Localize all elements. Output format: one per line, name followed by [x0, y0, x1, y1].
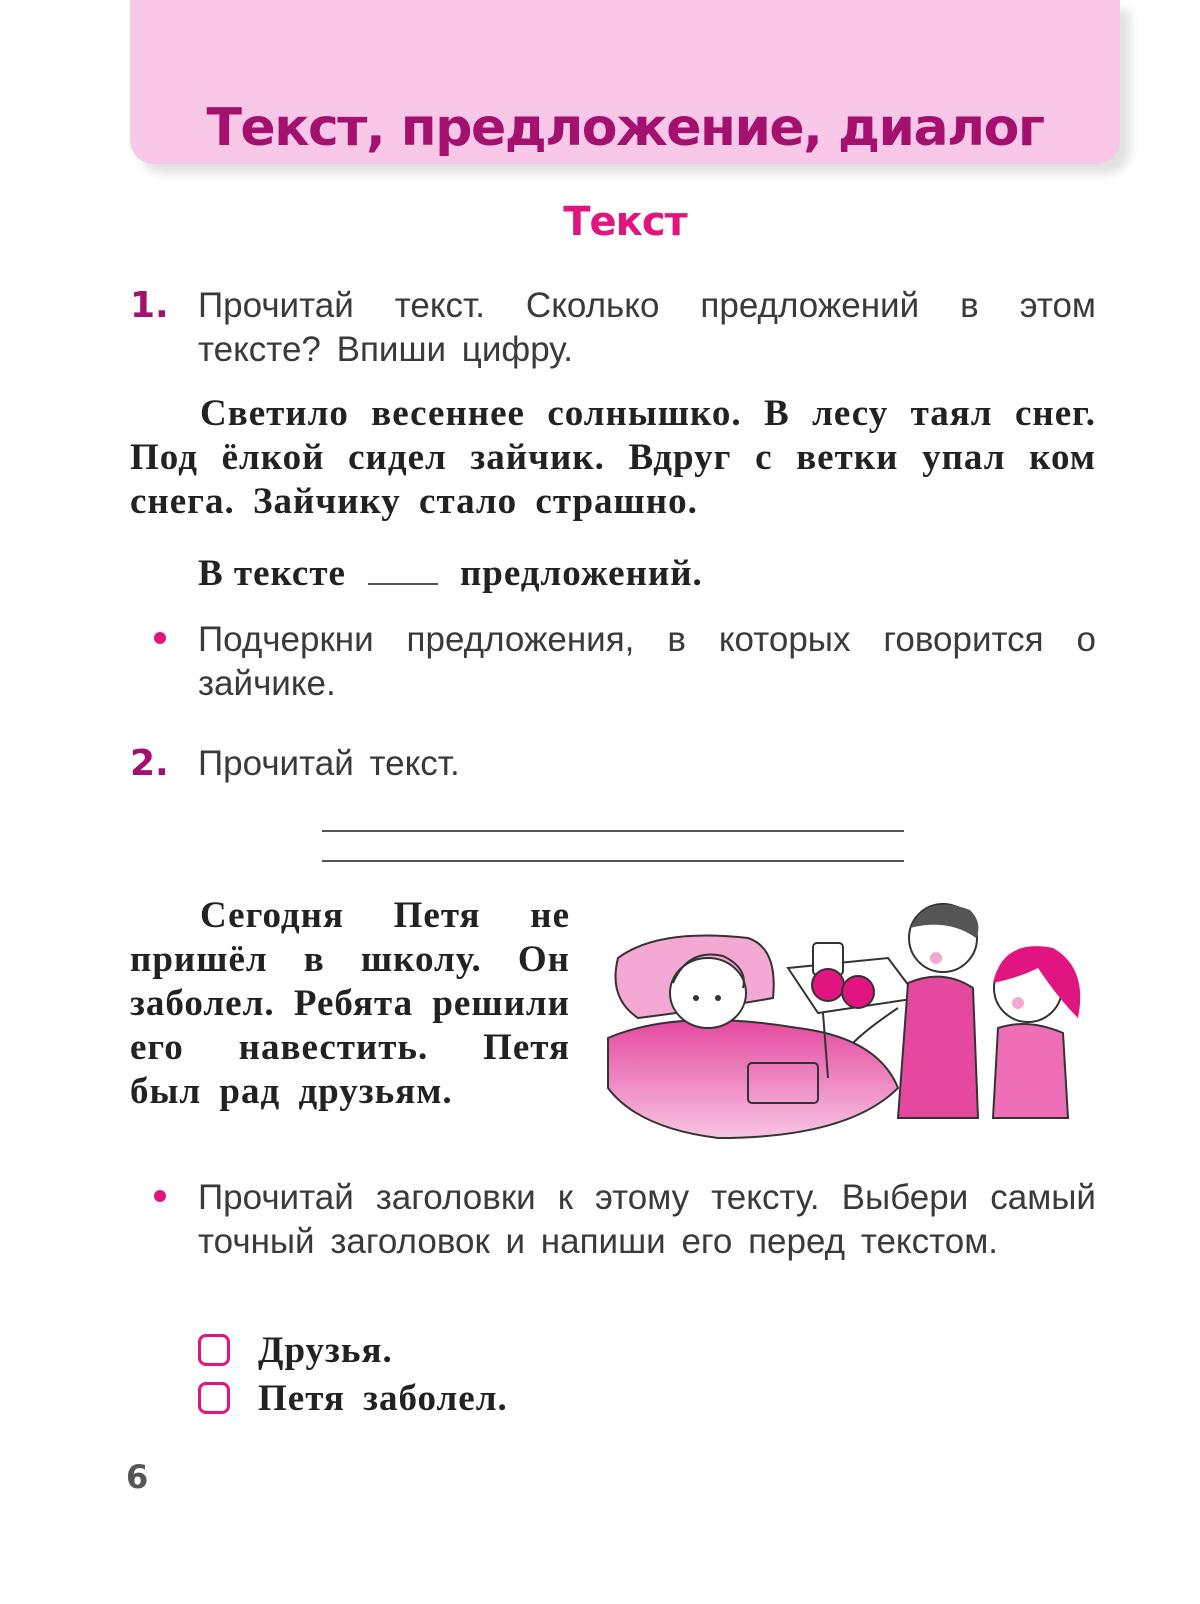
chapter-title: Текст, предложение, диалог: [206, 98, 1044, 158]
exercise-1-instruction: Прочитай текст. Сколько предложений в этом тексте? Впиши цифру.: [198, 286, 1096, 369]
exercise-1-reading-text: Светило весеннее солнышко. В лесу таял снег. Под ёлкой сидел зайчик. Вдруг с ветки упал ком снега. Зайчику стало страшно.: [130, 393, 1096, 522]
answer-suffix: предложений.: [459, 553, 703, 594]
cheek: [1012, 997, 1024, 1009]
title-option: [198, 1376, 508, 1420]
title-option: [198, 1328, 393, 1372]
title-write-line-2[interactable]: [322, 860, 904, 862]
answer-blank[interactable]: [368, 553, 438, 585]
exercise-1-answer-line: [198, 552, 703, 596]
title-write-line-1[interactable]: [322, 830, 904, 832]
visiting-boy-arm: [853, 1008, 898, 1043]
sick-boy-eye: [715, 995, 721, 1001]
checkbox-icon[interactable]: [198, 1382, 230, 1414]
answer-prefix: В тексте: [198, 553, 346, 594]
checkbox-icon[interactable]: [198, 1334, 230, 1366]
bullet-icon: [154, 1190, 166, 1202]
page-number: 6: [126, 1458, 149, 1496]
children-visiting-sick-boy-illustration: [598, 888, 1098, 1148]
exercise-2-number: 2.: [130, 743, 169, 784]
visiting-boy-body: [898, 977, 978, 1118]
title-option-label: Друзья.: [258, 1329, 393, 1371]
bullet-icon: [154, 632, 166, 644]
section-title: Текст: [563, 199, 687, 245]
exercise-2-bullet-task: Прочитай заголовки к этому тексту. Выбери самый точный заголовок и напиши его перед текстом.: [198, 1178, 1096, 1261]
apple: [842, 976, 874, 1008]
cheek: [930, 952, 942, 964]
apple: [812, 969, 844, 1001]
sick-boy-eye: [693, 995, 699, 1001]
exercise-2-instruction: Прочитай текст.: [198, 744, 460, 783]
exercise-1-bullet-task: Подчеркни предложения, в которых говорится о зайчике.: [198, 620, 1096, 703]
visiting-girl-body: [993, 1024, 1068, 1118]
exercise-2-reading-text: Сегодня Петя не пришёл в школу. Он заболел. Ребята решили его навестить. Петя был рад друзьям.: [130, 895, 570, 1112]
title-option-label: Петя заболел.: [258, 1377, 508, 1419]
exercise-1-number: 1.: [130, 285, 169, 326]
blanket: [608, 1020, 898, 1138]
